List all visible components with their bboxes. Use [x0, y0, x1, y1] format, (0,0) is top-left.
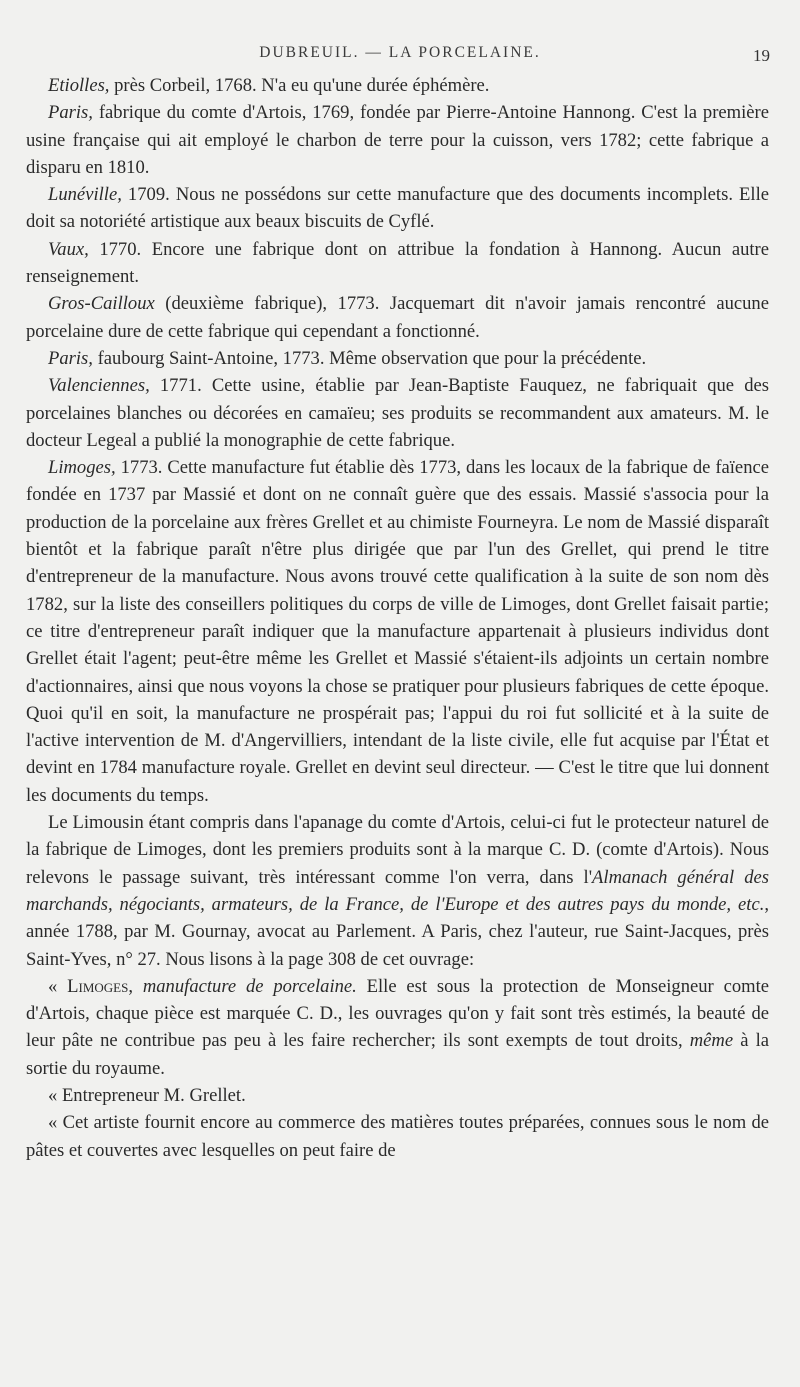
page-header	[0, 44, 800, 68]
entry-text: 1770. Encore une fabrique dont on attribue la fondation à Hannong. Aucun autre renseignement.	[26, 238, 769, 288]
place-name: Paris,	[48, 347, 93, 369]
entry-luneville	[26, 181, 769, 236]
entry-text: près Corbeil, 1768. N'a eu qu'une durée éphémère.	[109, 75, 490, 96]
entry-paris-saint-antoine	[26, 345, 769, 372]
paragraph-limousin	[26, 809, 769, 973]
entry-text: 1771. Cette usine, établie par Jean-Baptiste Fauquez, ne fabriquait que des porcelaines blanches ou décorées en camaïeu; ses produits se recommandent aux amateurs. M. le docteur Legeal a publié la monographie de cette fabrique.	[26, 375, 769, 451]
place-name: Limoges,	[48, 457, 116, 479]
quote-text: à la sortie du royaume.	[26, 1030, 769, 1079]
quote-subheading: manufacture de porcelaine.	[142, 975, 357, 997]
page-body	[26, 72, 769, 1164]
entry-etiolles	[26, 72, 769, 99]
place-name: Etiolles,	[48, 75, 110, 96]
place-name: Valenciennes,	[48, 375, 150, 397]
quote-mark: «	[48, 975, 68, 997]
paragraph-text: , année 1788, par M. Gournay, avocat au Parlement. A Paris, chez l'auteur, rue Saint-Jacques, près Saint-Yves, n° 27. Nous lisons à la page 308 de cet ouvrage:	[26, 893, 769, 970]
entry-text: faubourg Saint-Antoine, 1773. Même observation que pour la précédente.	[92, 347, 647, 369]
place-name: Lunéville,	[48, 184, 122, 206]
quote-heading: Limoges	[67, 975, 129, 997]
entry-vaux	[26, 236, 769, 291]
quote-punct: ,	[128, 975, 143, 997]
entry-text: fabrique du comte d'Artois, 1769, fondée par Pierre-Antoine Hannong. C'est la première usine française qui ait employé le charbon de terre pour la cuisson, vers 1782; cette fabrique a disparu en 1810.	[26, 102, 769, 178]
paragraph-text: Le Limousin étant compris dans l'apanage du comte d'Artois, celui-ci fut le protecteur naturel de la fabrique de Limoges, dont les premiers produits sont à la marque C. D. (comte d'Artois). Nous relevons le passage suivant, très intéressant comme l'on verra, dans l'	[26, 812, 769, 888]
book-title: Almanach général des marchands, négociants, armateurs, de la France, de l'Europe et des autres pays du monde, etc.	[26, 866, 769, 915]
place-name: Vaux,	[48, 238, 89, 260]
entry-paris-artois	[26, 99, 769, 181]
quote-entrepreneur: « Entrepreneur M. Grellet.	[48, 1084, 246, 1106]
quote-artiste: « Cet artiste fournit encore au commerce des matières toutes préparées, connues sous le nom de pâtes et couvertes avec lesquelles on peut faire de	[26, 1112, 769, 1161]
place-name: Gros-Cailloux	[48, 293, 155, 315]
quote-limoges	[26, 973, 769, 1082]
place-name: Paris,	[48, 102, 93, 124]
entry-valenciennes	[26, 372, 769, 454]
page-number: 19	[753, 46, 770, 65]
entry-limoges	[26, 454, 769, 809]
entry-text: (deuxième fabrique), 1773. Jacquemart dit n'avoir jamais rencontré aucune porcelaine dure de cette fabrique qui cependant a fonctionné.	[26, 293, 769, 342]
running-head: DUBREUIL. — LA PORCELAINE.	[259, 44, 541, 61]
quote-emphasis: même	[689, 1030, 734, 1052]
entry-text: 1773. Cette manufacture fut établie dès 1773, dans les locaux de la fabrique de faïence fondée en 1737 par Massié et dont on ne connaît guère que des essais. Massié s'associa pour la production de la porcelaine aux frères Grellet et au chimiste Fourneyra. Le nom de Massié disparaît bientôt et la fabrique paraît n'être plus dirigée que par l'un des Grellet, qui prend le titre d'entrepreneur de la manufacture. Nous avons trouvé cette qualification à la suite de son nom dès 1782, sur la liste des conseillers politiques du corps de ville de Limoges, dont Grellet faisait partie; ce titre d'entrepreneur paraît indiquer que la manufacture appartenait à plusieurs individus dont Grellet était l'agent; peut-être même les Grellet et Massié s'étaient-ils adjoints un certain nombre d'actionnaires, ainsi que nous voyons la chose se pratiquer pour plusieurs fabriques de cette époque. Quoi qu'il en soit, la manufacture ne prospérait pas; l'appui du roi fut sollicité et à la suite de l'active intervention de M. d'Angervilliers, intendant de la liste civile, elle fut acquise par l'État et devint en 1784 manufacture royale. Grellet en devint seul directeur. — C'est le titre que lui donnent les documents du temps.	[26, 457, 769, 806]
entry-text: 1709. Nous ne possédons sur cette manufacture que des documents incomplets. Elle doit sa notoriété artistique aux beaux biscuits de Cyflé.	[26, 184, 769, 233]
quote-text: Elle est sous la protection de Monseigneur comte d'Artois, chaque pièce est marquée C. D., les ouvrages qu'on y fait sont très estimés, la beauté de leur pâte ne contribue pas peu à les faire rechercher; ils sont exempts de tout droits,	[26, 975, 770, 1052]
entry-gros-cailloux	[26, 290, 769, 345]
